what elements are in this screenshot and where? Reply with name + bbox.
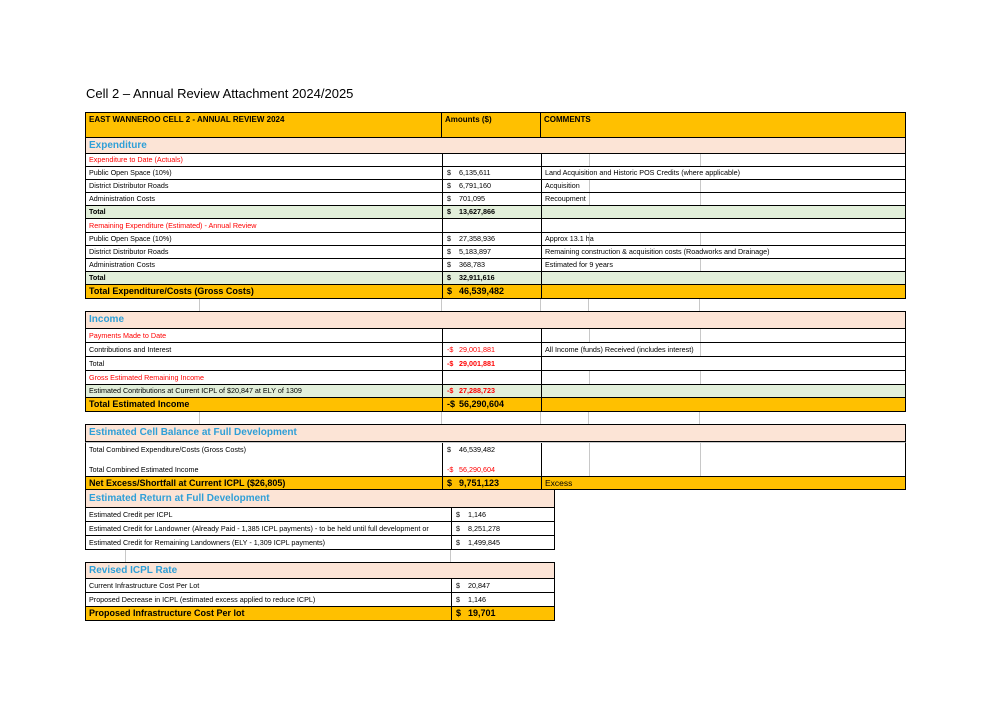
blank-cell [441,412,540,424]
amount-value: 13,627,866 [459,207,495,217]
blank-cell [699,412,906,424]
row-label: Estimated Credit per ICPL [89,509,173,519]
amount-cell [451,508,554,521]
currency-sign: -$ [447,386,454,396]
row-label: Net Excess/Shortfall at Current ICPL ($26,805) [89,477,286,488]
comment-cell: Land Acquisition and Historic POS Credits (where applicable) [541,167,905,179]
amount-value: 6,135,611 [459,168,491,178]
row-label: Contributions and Interest [89,344,172,354]
blank-cell [442,154,541,166]
amount-value: 368,783 [459,260,485,270]
table-header-row [85,112,906,138]
amount-cell [442,246,541,258]
table-row [85,508,555,522]
amount-value: 46,539,482 [459,286,505,296]
header-comments: COMMENTS [541,113,906,137]
table-row [85,442,906,456]
amount-cell [442,259,541,271]
currency-sign: $ [447,207,451,217]
amount-cell [442,180,541,192]
return-heading-row [85,490,555,508]
amount-cell [451,593,554,606]
amount-cell [442,206,541,218]
spacer-row [85,550,555,562]
document-title: Cell 2 – Annual Review Attachment 2024/2025 [86,86,354,101]
amount-value: 1,146 [468,594,486,604]
net-excess-row [85,476,906,490]
currency-sign: $ [447,181,451,191]
amount-value: 6,791,160 [459,181,491,191]
blank-cell [541,443,589,456]
currency-sign: $ [456,537,460,547]
return-heading: Estimated Return at Full Development [89,492,270,504]
blank-cell [125,550,450,562]
row-label: Total Expenditure/Costs (Gross Costs) [89,286,254,296]
remaining-total-row [85,272,906,285]
amount-value: 46,539,482 [459,444,495,454]
row-label: Public Open Space (10%) [89,234,172,244]
blank-cell [588,299,699,311]
row-label: Total Combined Estimated Income [89,464,199,474]
blank-cell [589,329,700,342]
blank-cell [541,371,589,384]
comment-cell: All Income (funds) Received (includes interest) [541,343,700,356]
amount-cell [451,536,554,549]
blank-cell [589,456,700,463]
amount-cell [442,233,541,245]
blank-cell [442,371,541,384]
blank-cell [86,456,442,463]
blank-cell [700,329,905,342]
balance-heading: Estimated Cell Balance at Full Development [89,427,297,438]
blank-cell [700,371,905,384]
payments-subheading-row [85,329,906,343]
amount-cell [442,167,541,179]
blank-cell [450,550,555,562]
table-row [85,343,906,357]
blank-cell [700,463,905,476]
amount-value: 29,001,881 [459,344,495,354]
comment-cell: Recoupment [541,193,589,205]
payments-subheading: Payments Made to Date [89,330,167,340]
blank-cell [442,329,541,342]
blank-cell [700,456,905,463]
balance-heading-row [85,424,906,442]
income-heading: Income [89,314,125,325]
expenditure-heading: Expenditure [89,139,147,151]
row-label: Current Infrastructure Cost Per Lot [89,580,200,590]
row-label: Administration Costs [89,194,155,204]
blank-cell [700,154,905,166]
amount-value: 29,001,881 [459,358,495,368]
blank-cell [541,385,905,397]
row-label: Total [89,207,106,217]
amount-value: 20,847 [468,580,490,590]
table-row [85,522,555,536]
remaining-subheading: Remaining Expenditure (Estimated) - Annual Review [89,220,257,230]
blank-cell [541,329,589,342]
blank-cell [199,412,441,424]
blank-cell [441,299,540,311]
amount-value: 32,911,616 [459,273,495,283]
actuals-subheading-row [85,154,906,167]
comment-cell: Remaining construction & acquisition costs (Roadworks and Drainage) [541,246,905,258]
amount-value: 27,288,723 [459,386,495,396]
row-label: Total Combined Expenditure/Costs (Gross Costs) [89,444,246,454]
amount-cell [442,385,541,397]
spacer-row [85,299,906,311]
spacer-row [85,412,906,424]
amount-cell [451,607,554,620]
payments-total-row [85,357,906,371]
currency-sign: $ [447,247,451,257]
row-label: District Distributor Roads [89,181,169,191]
blank-cell [589,193,700,205]
currency-sign: -$ [447,399,456,409]
blank-cell [589,463,700,476]
row-label: District Distributor Roads [89,247,169,257]
table-row [85,536,555,550]
comment-cell: Acquisition [541,180,589,192]
row-label: Public Open Space (10%) [89,168,172,178]
blank-cell [85,550,125,562]
blank-cell [442,456,541,463]
balance-gap-row [85,456,906,463]
icpl-heading: Revised ICPL Rate [89,564,178,576]
amount-value: 8,251,278 [468,523,500,533]
currency-sign: $ [456,509,460,519]
income-grand-total-row [85,398,906,412]
blank-cell [442,219,541,232]
table-row [85,180,906,193]
blank-cell [700,180,905,192]
currency-sign: $ [447,444,451,454]
expenditure-heading-row [85,138,906,154]
amount-value: 19,701 [468,608,496,618]
remaining-subheading-row [85,219,906,233]
blank-cell [588,412,699,424]
table-row [85,246,906,259]
blank-cell [589,443,700,456]
row-label: Proposed Infrastructure Cost Per lot [89,608,245,618]
blank-cell [541,206,905,218]
blank-cell [541,357,905,370]
row-label: Proposed Decrease in ICPL (estimated excess applied to reduce ICPL) [89,594,316,604]
currency-sign: $ [447,286,453,296]
blank-cell [589,154,700,166]
blank-cell [541,456,589,463]
row-label: Administration Costs [89,260,155,270]
amount-value: 1,146 [468,509,486,519]
currency-sign: $ [456,580,460,590]
currency-sign: $ [456,608,462,618]
blank-cell [540,412,588,424]
blank-cell [541,154,589,166]
amount-cell [442,343,541,356]
table-row [85,167,906,180]
currency-sign: $ [447,477,453,488]
actuals-total-row [85,206,906,219]
amount-cell [451,522,554,535]
actuals-subheading: Expenditure to Date (Actuals) [89,155,183,165]
comment-cell: Estimated for 9 years [541,259,700,271]
amount-value: 1,499,845 [468,537,500,547]
amount-cell [451,579,554,592]
table-row [85,463,906,476]
blank-cell [541,285,905,298]
blank-cell [541,463,589,476]
comment-cell: Approx 13.1 ha [541,233,589,245]
blank-cell [541,219,905,232]
row-label: Estimated Credit for Landowner (Already Paid - 1,385 ICPL payments) - to be held until full development or [89,523,429,533]
blank-cell [199,299,441,311]
icpl-total-row [85,607,555,621]
icpl-heading-row [85,562,555,579]
amount-value: 56,290,604 [459,399,505,409]
table-row [85,385,906,398]
gross-subheading: Gross Estimated Remaining Income [89,372,205,382]
table-row [85,593,555,607]
row-label: Estimated Credit for Remaining Landowners (ELY - 1,309 ICPL payments) [89,537,325,547]
currency-sign: -$ [447,464,454,474]
amount-cell [442,398,541,411]
amount-cell [442,285,541,298]
row-label: Total [89,273,106,283]
header-amounts: Amounts ($) [442,113,541,137]
currency-sign: $ [447,168,451,178]
blank-cell [699,299,906,311]
blank-cell [700,193,905,205]
blank-cell [700,443,905,456]
currency-sign: $ [447,260,451,270]
expenditure-grand-total-row [85,285,906,299]
amount-value: 27,358,936 [459,234,495,244]
header-title: EAST WANNEROO CELL 2 - ANNUAL REVIEW 2024 [86,113,442,137]
blank-cell [700,233,905,245]
amount-cell [442,272,541,284]
blank-cell [589,180,700,192]
blank-cell [700,343,905,356]
currency-sign: $ [447,273,451,283]
income-heading-row [85,311,906,329]
blank-cell [541,272,905,284]
row-label: Total Estimated Income [89,399,190,409]
amount-value: 701,095 [459,194,485,204]
table-row [85,579,555,593]
blank-cell [700,259,905,271]
currency-sign: $ [456,523,460,533]
amount-cell [442,357,541,370]
blank-cell [85,299,199,311]
blank-cell [541,398,905,411]
amount-value: 56,290,604 [459,464,495,474]
row-label: Estimated Contributions at Current ICPL of $20,847 at ELY of 1309 [89,386,302,396]
table-row [85,233,906,246]
comment-cell: Excess [541,477,905,489]
blank-cell [589,371,700,384]
gross-subheading-row [85,371,906,385]
row-label: Total [89,358,105,368]
amount-cell [442,477,541,489]
table-row [85,193,906,206]
currency-sign: -$ [447,358,454,368]
amount-value: 9,751,123 [459,477,500,488]
amount-value: 5,183,897 [459,247,491,257]
table-row [85,259,906,272]
amount-cell [442,463,541,476]
amount-cell [442,443,541,456]
currency-sign: -$ [447,344,454,354]
currency-sign: $ [447,234,451,244]
currency-sign: $ [456,594,460,604]
blank-cell [589,233,700,245]
blank-cell [85,412,199,424]
amount-cell [442,193,541,205]
blank-cell [540,299,588,311]
currency-sign: $ [447,194,451,204]
